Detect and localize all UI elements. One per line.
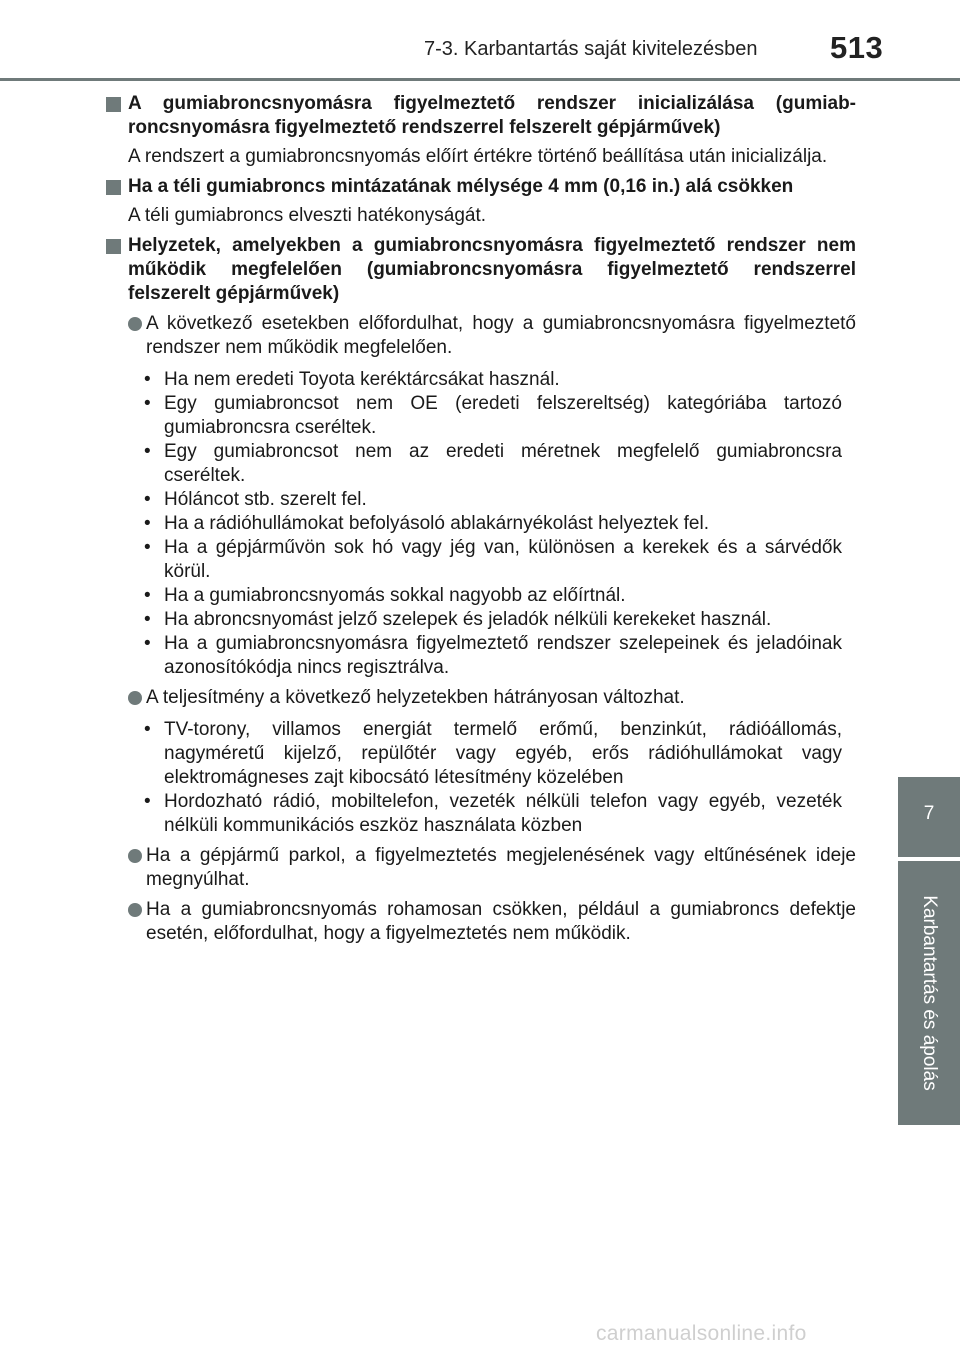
square-bullet-icon [106,239,121,254]
page-number: 513 [830,30,884,65]
circle-list-item [106,898,856,946]
chapter-tab [898,777,960,857]
bullet-text: TV-torony, villamos energiát termelő erőmű, benzinkút, rádióállomás, nagyméretű kijelző, repülőtér vagy egyéb, erős rádióhullámokat vagy elektromágneses zajt kibocsátó létesítmény közelében [164,719,842,788]
circle-bullet-icon [128,903,142,917]
bullet-text: Hóláncot stb. szerelt fel. [164,489,367,510]
section-tpws-malfunction-situations [106,234,856,946]
bullet-dot-icon: • [144,393,151,414]
circle-item-text: Ha a gumiabroncsnyomás rohamosan csökken, például a gumiabroncs defektje esetén, előfordulhat, hogy a figyelmeztetés nem működik. [146,899,856,944]
bullet-text: Ha abroncsnyomást jelző szelepek és jeladók nélküli kerekeket használ. [164,609,772,630]
section-heading [106,92,856,140]
chapter-number: 7 [923,803,935,824]
circle-bullet-icon [128,849,142,863]
bullet-item [106,392,856,440]
circle-bullet-icon [128,317,142,331]
bullet-dot-icon: • [144,633,151,654]
bullet-item [106,488,856,512]
bullet-item [106,440,856,488]
circle-list-item [106,312,856,360]
bullet-dot-icon: • [144,441,151,462]
circle-bullet-icon [128,691,142,705]
bullet-item [106,790,856,838]
bullet-text: Ha nem eredeti Toyota keréktárcsákat használ. [164,369,560,390]
bullet-dot-icon: • [144,537,151,558]
bullet-dot-icon: • [144,609,151,630]
page-header [0,0,960,80]
bullet-item [106,608,856,632]
bullet-text: Ha a gépjárművön sok hó vagy jég van, különösen a kerekek és a sárvédők körül. [164,537,842,582]
bullet-dot-icon: • [144,369,151,390]
bullet-dot-icon: • [144,585,151,606]
bullet-list [106,368,856,680]
bullet-item [106,718,856,790]
circle-list-item [106,844,856,892]
bullet-text: Egy gumiabroncsot nem OE (eredeti felszereltség) kategóriába tartozó gumiabroncsra cseréltek. [164,393,842,438]
bullet-item [106,632,856,680]
circle-list-item [106,686,856,710]
bullet-text: Ha a rádióhullámokat befolyásoló ablakárnyékolást helyeztek fel. [164,513,709,534]
square-bullet-icon [106,180,121,195]
bullet-item [106,536,856,584]
bullet-list [106,718,856,838]
section-heading-text: Helyzetek, amelyekben a gumiabroncsnyomásra figyelmeztető rendszer nem működik megfelelően (gumiabroncsnyomásra figyelmeztető rendszerrel felszerelt gépjárművek) [128,235,856,304]
square-bullet-icon [106,97,121,112]
header-divider [0,78,960,81]
page-content [106,92,856,952]
bullet-dot-icon: • [144,719,151,740]
section-winter-tire-depth [106,175,856,228]
watermark-url: carmanualsonline.info [596,1322,807,1345]
section-tpws-initialization [106,92,856,169]
circle-item-text: Ha a gépjármű parkol, a figyelmeztetés megjelenésének vagy eltűnésének ideje megnyúlhat. [146,845,856,890]
bullet-text: Hordozható rádió, mobiltelefon, vezeték nélküli telefon vagy egyéb, vezeték nélküli kommunikációs eszköz használata közben [164,791,842,836]
section-title: 7-3. Karbantartás saját kivitelezésben [424,38,758,60]
circle-item-text: A következő esetekben előfordulhat, hogy a gumiabroncsnyomásra figyelmeztető rendszer nem működik megfelelően. [146,313,856,358]
circle-item-text: A teljesítmény a következő helyzetekben hátrányosan változhat. [146,687,685,708]
bullet-text: Ha a gumiabroncsnyomásra figyelmeztető rendszer szelepeinek és jeladóinak azonosítókódja nincs regisztrálva. [164,633,842,678]
bullet-dot-icon: • [144,791,151,812]
bullet-text: Egy gumiabroncsot nem az eredeti méretnek megfelelő gumiabroncsra cseréltek. [164,441,842,486]
section-body: A rendszert a gumiabroncsnyomás előírt értékre történő beállítása után inicializálja. [128,146,828,167]
chapter-side-strip [898,861,960,1125]
section-body: A téli gumiabroncs elveszti hatékonyságát. [128,205,487,226]
chapter-title: Karbantartás és ápolás [919,895,940,1091]
section-heading [106,234,856,306]
section-heading-text: A gumiabroncsnyomásra figyelmeztető rendszer inicializálása (gumiabroncsnyomásra figyelmeztető rendszerrel felszerelt gépjárművek) [128,93,856,138]
bullet-dot-icon: • [144,513,151,534]
section-heading [106,175,856,199]
bullet-item [106,368,856,392]
bullet-item [106,584,856,608]
section-heading-text: Ha a téli gumiabroncs mintázatának mélysége 4 mm (0,16 in.) alá csökken [128,176,794,197]
bullet-text: Ha a gumiabroncsnyomás sokkal nagyobb az előírtnál. [164,585,626,606]
bullet-dot-icon: • [144,489,151,510]
bullet-item [106,512,856,536]
